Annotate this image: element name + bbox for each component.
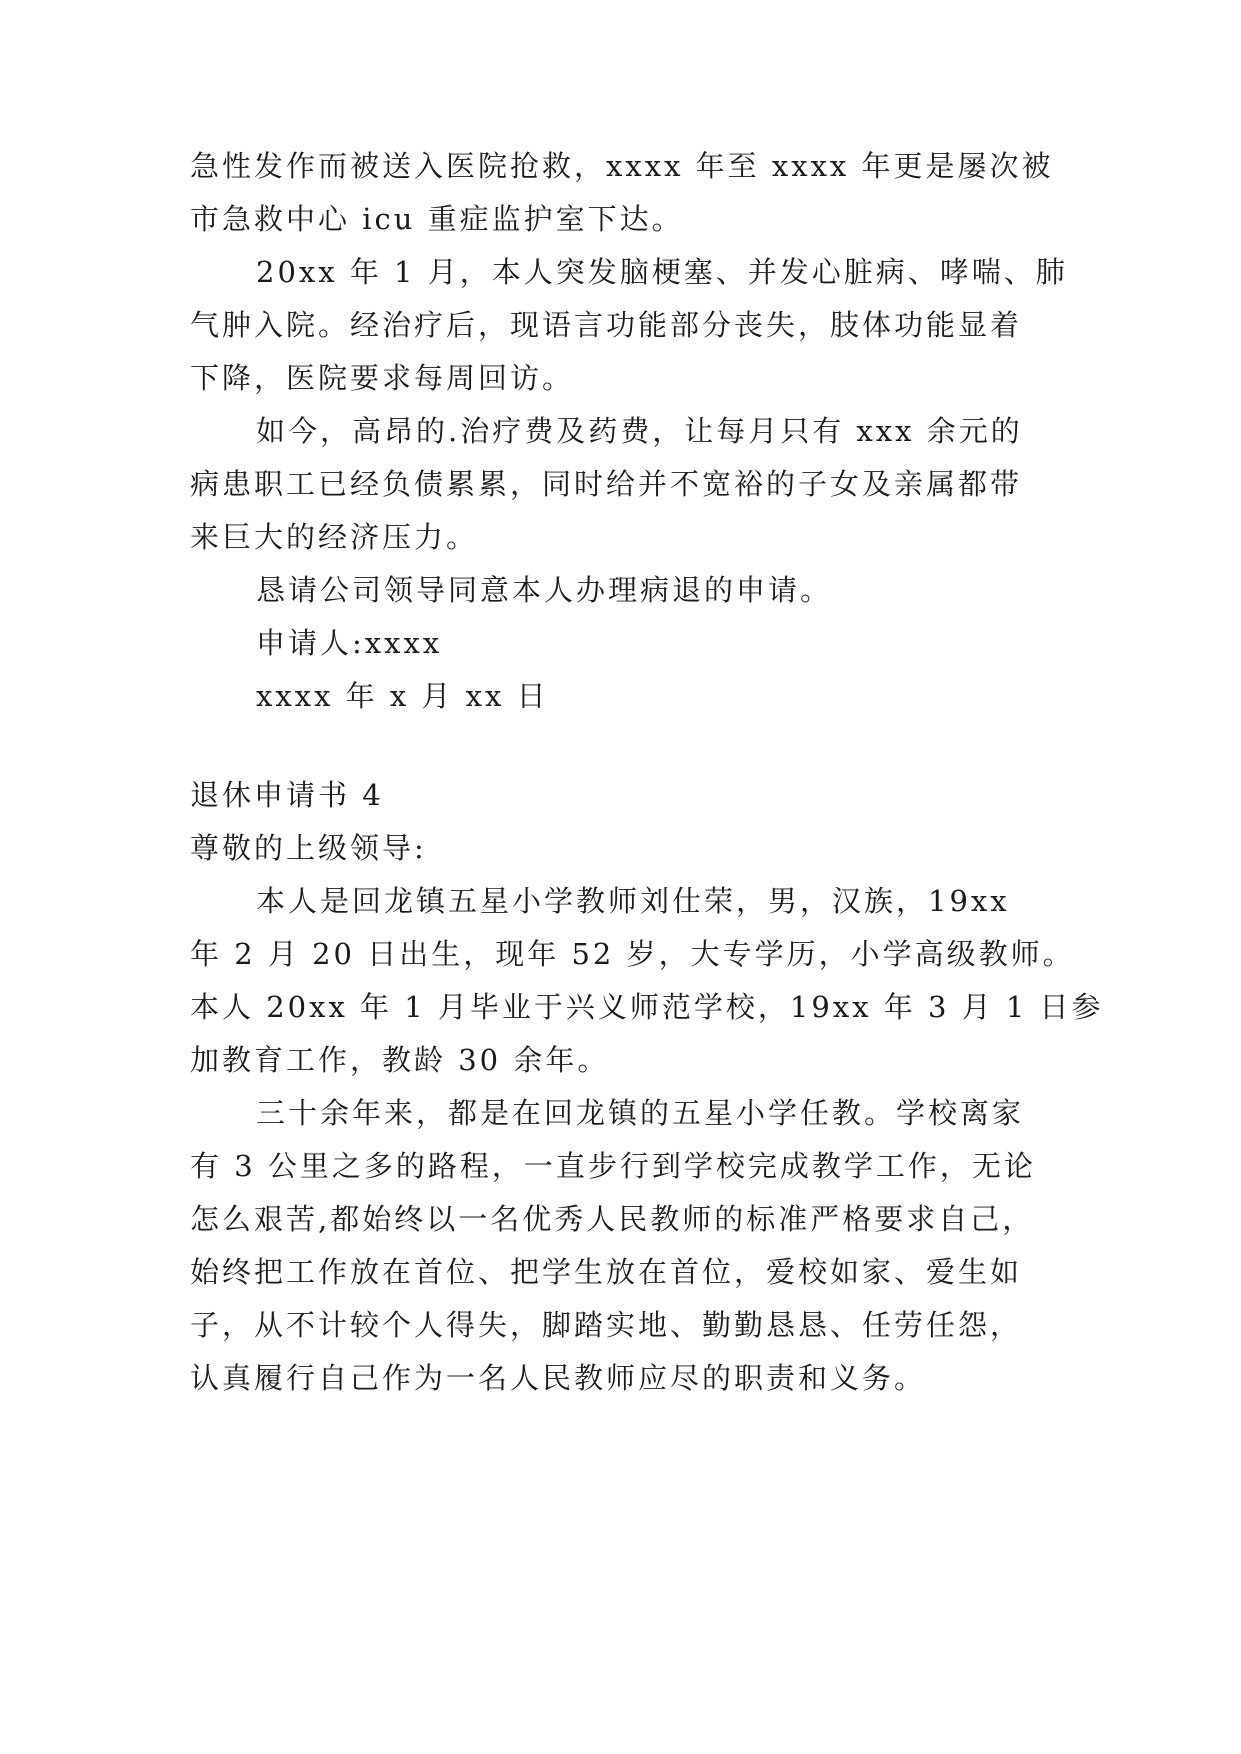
body-line: 来巨大的经济压力。 <box>190 520 479 554</box>
body-line: 始终把工作放在首位、把学生放在首位，爱校如家、爱生如 <box>190 1255 1023 1289</box>
section-title: 退休申请书 4 <box>190 778 384 812</box>
body-line: 恳请公司领导同意本人办理病退的申请。 <box>256 573 833 607</box>
body-line: 20xx 年 1 月，本人突发脑梗塞、并发心脏病、哮喘、肺 <box>256 255 1068 289</box>
body-line: 市急救中心 icu 重症监护室下达。 <box>190 202 684 236</box>
body-line: 子，从不计较个人得失，脚踏实地、勤勤恳恳、任劳任怨， <box>190 1308 1023 1342</box>
body-line: 怎么艰苦,都始终以一名优秀人民教师的标准严格要求自己， <box>190 1202 1035 1236</box>
body-line: 年 2 月 20 日出生，现年 52 岁，大专学历，小学高级教师。 <box>190 937 1075 971</box>
salutation: 尊敬的上级领导: <box>190 831 427 865</box>
body-line: 气肿入院。经治疗后，现语言功能部分丧失，肢体功能显着 <box>190 308 1023 342</box>
body-line: 有 3 公里之多的路程，一直步行到学校完成教学工作，无论 <box>190 1149 1036 1183</box>
applicant-signature: 申请人:xxxx <box>256 626 443 660</box>
body-line: 下降，医院要求每周回访。 <box>190 361 575 395</box>
body-line: 认真履行自己作为一名人民教师应尽的职责和义务。 <box>190 1361 927 1395</box>
body-line: 急性发作而被送入医院抢救，xxxx 年至 xxxx 年更是屡次被 <box>190 149 1054 183</box>
signature-date: xxxx 年 x 月 xx 日 <box>256 679 549 713</box>
body-line: 如今，高昂的.治疗费及药费，让每月只有 xxx 余元的 <box>256 414 1023 448</box>
body-line: 三十余年来，都是在回龙镇的五星小学任教。学校离家 <box>256 1096 1025 1130</box>
body-line: 本人 20xx 年 1 月毕业于兴义师范学校，19xx 年 3 月 1 日参 <box>190 990 1104 1024</box>
body-line: 病患职工已经负债累累，同时给并不宽裕的子女及亲属都带 <box>190 467 1023 501</box>
body-line: 本人是回龙镇五星小学教师刘仕荣，男，汉族，19xx <box>256 884 1010 918</box>
body-line: 加教育工作，教龄 30 余年。 <box>190 1043 610 1077</box>
